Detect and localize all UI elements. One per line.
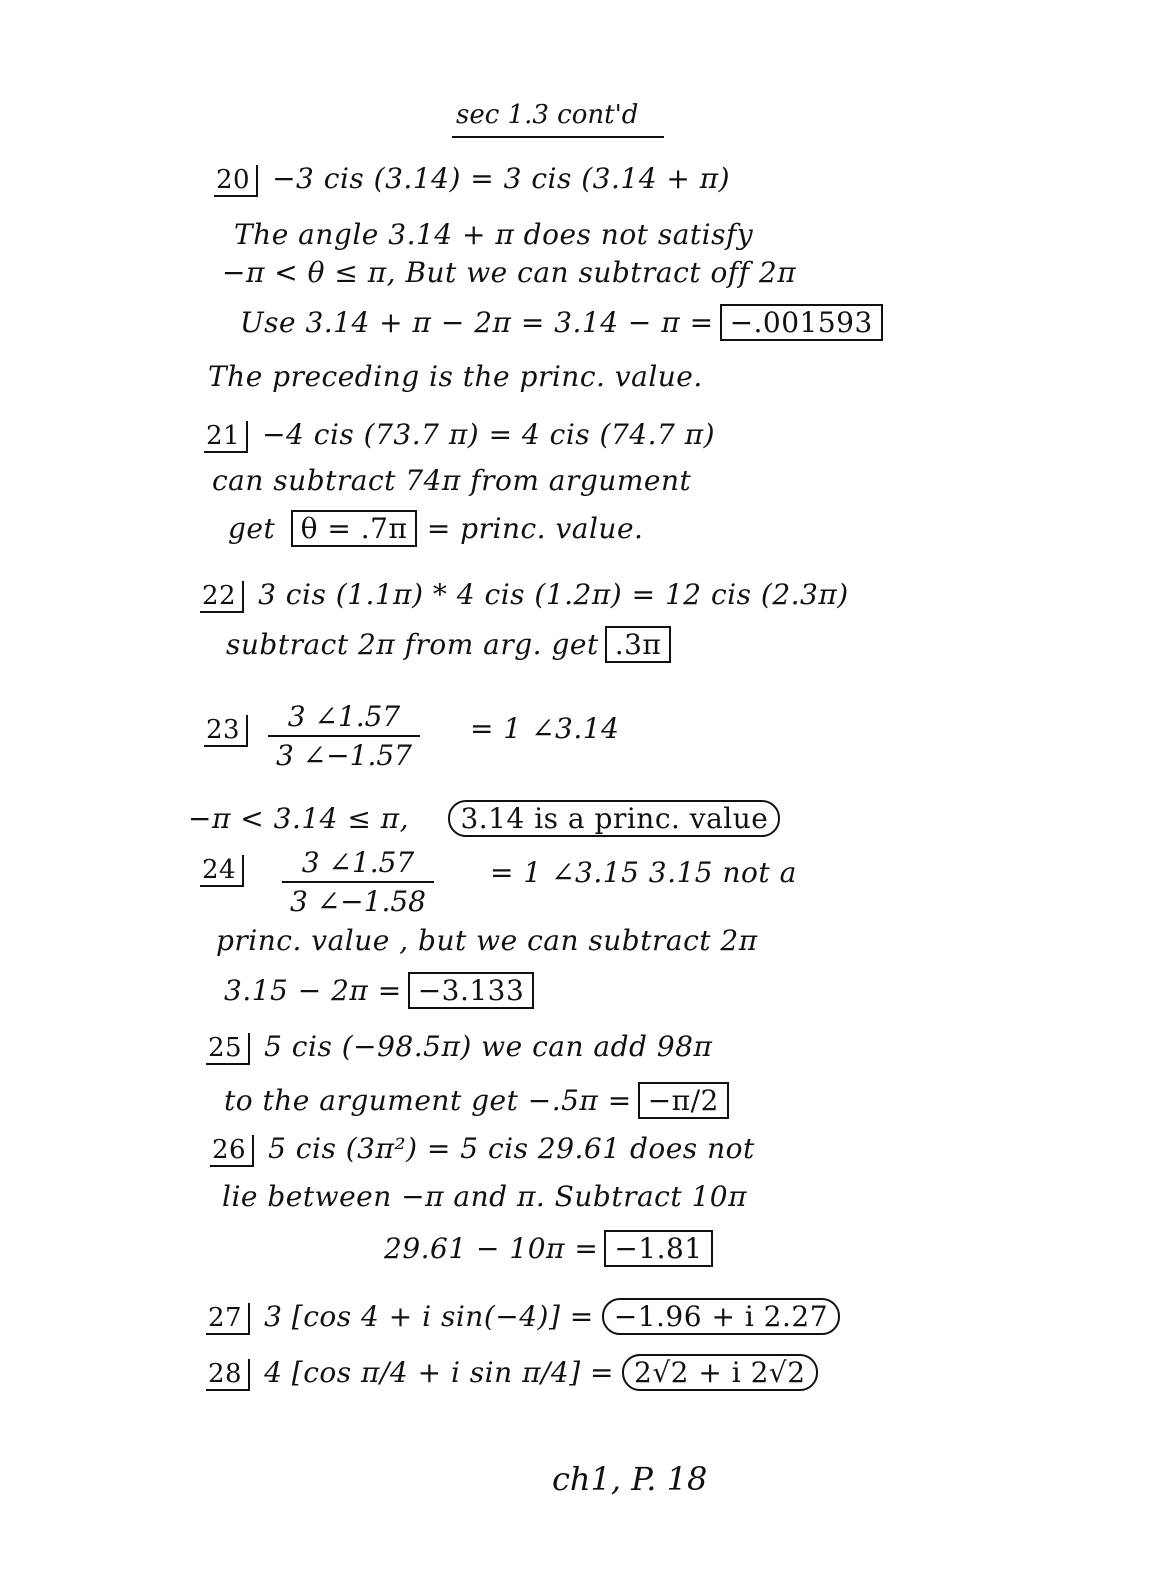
problem-26-eq-text: 5 cis (3π²) = 5 cis 29.61 does not (268, 1132, 755, 1165)
problem-20-line-4-text: Use 3.14 + π − 2π = 3.14 − π = (240, 306, 714, 339)
problem-23-range: −π < 3.14 ≤ π, (188, 802, 410, 835)
problem-21-line-2: can subtract 74π from argument (212, 464, 692, 497)
problem-22-line-2-text: subtract 2π from arg. get (226, 628, 599, 661)
problem-27-answer-box: −1.96 + i 2.27 (602, 1298, 840, 1335)
problem-23-fraction (268, 700, 420, 772)
problem-20-line-3: −π < θ ≤ π, But we can subtract off 2π (222, 256, 797, 289)
problem-26-answer-box: −1.81 (604, 1230, 712, 1267)
problem-20-number: 20 (214, 165, 258, 197)
problem-23-answer-box: 3.14 is a princ. value (448, 800, 780, 837)
problem-22-eq-text: 3 cis (1.1π) * 4 cis (1.2π) = 12 cis (2.3π) (258, 578, 849, 611)
problem-24-numerator: 3 ∠1.57 (301, 846, 415, 879)
problem-26-number: 26 (210, 1135, 254, 1167)
problem-21-number: 21 (204, 421, 248, 453)
problem-20-line-4 (240, 304, 883, 341)
problem-21-answer-box: θ = .7π (291, 510, 418, 547)
problem-25-line-2-text: to the argument get −.5π = (224, 1084, 632, 1117)
problem-20-line-2: The angle 3.14 + π does not satisfy (234, 218, 754, 251)
problem-26-line-3-text: 29.61 − 10π = (384, 1232, 599, 1265)
problem-22-line-2 (226, 626, 671, 663)
problem-24-fraction (282, 846, 434, 918)
problem-23-number-wrap (204, 712, 262, 747)
problem-25-number: 25 (206, 1033, 250, 1065)
problem-24-number-wrap (200, 852, 258, 887)
problem-24-line-2: princ. value , but we can subtract 2π (216, 924, 758, 957)
problem-23-fraction-bar (268, 735, 420, 737)
problem-23-number: 23 (204, 715, 248, 747)
problem-28-number: 28 (206, 1359, 250, 1391)
problem-24-fraction-bar (282, 881, 434, 883)
problem-25-line-2 (224, 1082, 729, 1119)
title-underline (452, 136, 664, 138)
problem-25-answer-box: −π/2 (638, 1082, 729, 1119)
problem-27-number: 27 (206, 1303, 250, 1335)
problem-21-eq-text: −4 cis (73.7 π) = 4 cis (74.7 π) (262, 418, 716, 451)
problem-21-get: get (228, 512, 276, 545)
problem-21-equation (204, 418, 715, 453)
problem-26-line-2: lie between −π and π. Subtract 10π (222, 1180, 748, 1213)
problem-25-equation (206, 1030, 712, 1065)
problem-28-eq-text: 4 [cos π/4 + i sin π/4] = (264, 1356, 615, 1389)
page-footer: ch1, P. 18 (552, 1460, 708, 1498)
problem-20-line-5: The preceding is the princ. value. (208, 360, 703, 393)
problem-20-eq-text: −3 cis (3.14) = 3 cis (3.14 + π) (272, 162, 731, 195)
problem-22-equation (200, 578, 849, 613)
problem-28-answer-box: 2√2 + i 2√2 (622, 1354, 818, 1391)
problem-27-equation (206, 1298, 840, 1335)
problem-26-equation (210, 1132, 755, 1167)
problem-24-line-3 (224, 972, 534, 1009)
problem-23-numerator: 3 ∠1.57 (287, 700, 401, 733)
problem-23-rhs: = 1 ∠3.14 (470, 712, 620, 745)
problem-21-line-3 (228, 510, 643, 547)
problem-21-princ-value: = princ. value. (426, 512, 644, 545)
problem-24-rhs: = 1 ∠3.15 3.15 not a (490, 856, 797, 889)
problem-27-eq-text: 3 [cos 4 + i sin(−4)] = (264, 1300, 594, 1333)
problem-23-line-2 (188, 800, 780, 837)
problem-24-line-3-text: 3.15 − 2π = (224, 974, 402, 1007)
problem-24-answer-box: −3.133 (408, 972, 535, 1009)
problem-24-number: 24 (200, 855, 244, 887)
problem-22-number: 22 (200, 581, 244, 613)
problem-24-denominator: 3 ∠−1.58 (290, 885, 426, 918)
problem-20-answer-box: −.001593 (720, 304, 883, 341)
page-title: sec 1.3 cont'd (456, 100, 639, 130)
problem-22-answer-box: .3π (605, 626, 672, 663)
problem-26-line-3 (384, 1230, 713, 1267)
problem-23-denominator: 3 ∠−1.57 (276, 739, 412, 772)
problem-25-eq-text: 5 cis (−98.5π) we can add 98π (264, 1030, 713, 1063)
problem-28-equation (206, 1354, 818, 1391)
problem-20-equation (214, 162, 730, 197)
